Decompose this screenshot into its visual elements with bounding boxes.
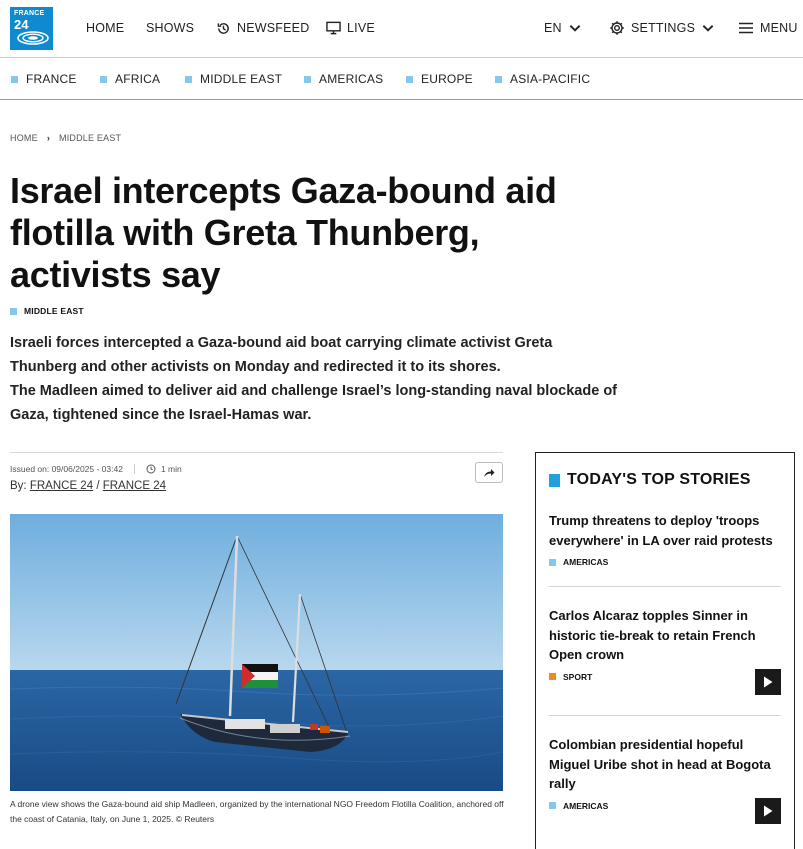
top-story-item[interactable]: [549, 735, 781, 811]
byline-separator: /: [96, 480, 100, 492]
top-story-item[interactable]: [549, 606, 781, 682]
hamburger-menu-icon: [738, 22, 754, 34]
photo-caption: A drone view shows the Gaza-bound aid ship Madleen, organized by the international NGO Freedom Flotilla Coalition, anchored off the coast of Catania, Italy, on June 1, 2025. © Reuters: [10, 799, 504, 824]
breadcrumb-section[interactable]: MIDDLE EAST: [59, 133, 122, 143]
publish-info: [10, 464, 182, 474]
region-africa[interactable]: AFRICA: [100, 72, 160, 86]
byline-label: By:: [10, 480, 27, 492]
region-asia-pacific[interactable]: ASIA-PACIFIC: [495, 72, 590, 86]
region-france[interactable]: FRANCE: [11, 72, 77, 86]
author-link[interactable]: FRANCE 24: [102, 480, 166, 492]
article-tag[interactable]: MIDDLE EAST: [10, 306, 84, 316]
lead-paragraph-1: Israeli forces intercepted a Gaza-bound aid boat carrying climate activist Greta Thunberg and other activists on Monday and redirected it to its shores.: [10, 335, 553, 375]
top-story-item[interactable]: [549, 511, 781, 567]
tag-marker: [549, 673, 556, 680]
regions-bar: [0, 58, 803, 100]
video-play-button[interactable]: [755, 798, 781, 824]
sidebar-heading: TODAY'S TOP STORIES: [549, 471, 751, 489]
story-tag[interactable]: AMERICAS: [549, 557, 781, 567]
tv-monitor-icon: [326, 21, 341, 35]
article-lead: [10, 331, 620, 427]
region-marker: [11, 76, 18, 83]
logo-text-top: FRANCE: [14, 10, 45, 17]
lead-paragraph-2: The Madleen aimed to deliver aid and challenge Israel’s long-standing naval blockade of Gaza, tightened since the Israel-Hamas war.: [10, 383, 618, 423]
tag-marker: [549, 559, 556, 566]
story-tag[interactable]: SPORT: [549, 672, 781, 682]
language-selector[interactable]: EN: [544, 20, 582, 36]
top-navigation: [0, 0, 803, 58]
region-marker: [185, 76, 192, 83]
divider: [549, 586, 781, 587]
nav-newsfeed[interactable]: NEWSFEED: [216, 20, 309, 36]
nav-live[interactable]: LIVE: [326, 20, 375, 36]
sailboat-photo-image: [10, 514, 503, 791]
region-marker: [100, 76, 107, 83]
region-middle-east[interactable]: MIDDLE EAST: [185, 72, 282, 86]
article-photo: [10, 514, 503, 791]
story-tag[interactable]: AMERICAS: [549, 801, 781, 811]
play-icon: [763, 805, 773, 817]
region-americas[interactable]: AMERICAS: [304, 72, 383, 86]
region-marker: [304, 76, 311, 83]
read-time: 1 min: [160, 464, 182, 474]
story-title[interactable]: Colombian presidential hopeful Miguel Uribe shot in head at Bogota rally: [549, 737, 771, 791]
main-menu-button[interactable]: MENU: [738, 20, 798, 36]
chevron-down-icon: [568, 23, 582, 33]
story-title[interactable]: Trump threatens to deploy 'troops everywhere' in LA over raid protests: [549, 513, 773, 548]
region-marker: [495, 76, 502, 83]
play-icon: [763, 676, 773, 688]
breadcrumb: [10, 133, 121, 143]
clock-icon: [146, 464, 156, 474]
divider: [549, 715, 781, 716]
nav-home[interactable]: HOME: [86, 21, 125, 35]
gear-icon: [609, 20, 625, 36]
chevron-down-icon: [701, 23, 715, 33]
byline: [10, 480, 166, 492]
issued-date: Issued on: 09/06/2025 - 03:42: [10, 464, 123, 474]
article-title: Israel intercepts Gaza-bound aid flotilla with Greta Thunberg, activists say: [10, 170, 557, 295]
chevron-right-icon: ›: [46, 133, 51, 143]
breadcrumb-home[interactable]: HOME: [10, 133, 38, 143]
divider: [134, 464, 135, 474]
share-button[interactable]: [475, 462, 503, 483]
region-europe[interactable]: EUROPE: [406, 72, 473, 86]
video-play-button[interactable]: [755, 669, 781, 695]
france24-logo[interactable]: [10, 7, 53, 50]
tag-marker: [10, 308, 17, 315]
story-title[interactable]: Carlos Alcaraz topples Sinner in historic tie-break to retain French Open crown: [549, 608, 756, 662]
author-link[interactable]: FRANCE 24: [29, 480, 94, 492]
history-clock-icon: [216, 21, 231, 36]
tag-marker: [549, 802, 556, 809]
top-stories-sidebar: [535, 452, 795, 849]
article-meta: [10, 452, 503, 502]
share-arrow-icon: [483, 468, 495, 478]
heading-marker: [549, 474, 560, 487]
region-marker: [406, 76, 413, 83]
logo-waves-icon: [13, 27, 50, 47]
settings-menu[interactable]: SETTINGS: [609, 20, 715, 36]
logo-text-bottom: 24: [14, 17, 29, 32]
nav-shows[interactable]: SHOWS: [146, 21, 195, 35]
